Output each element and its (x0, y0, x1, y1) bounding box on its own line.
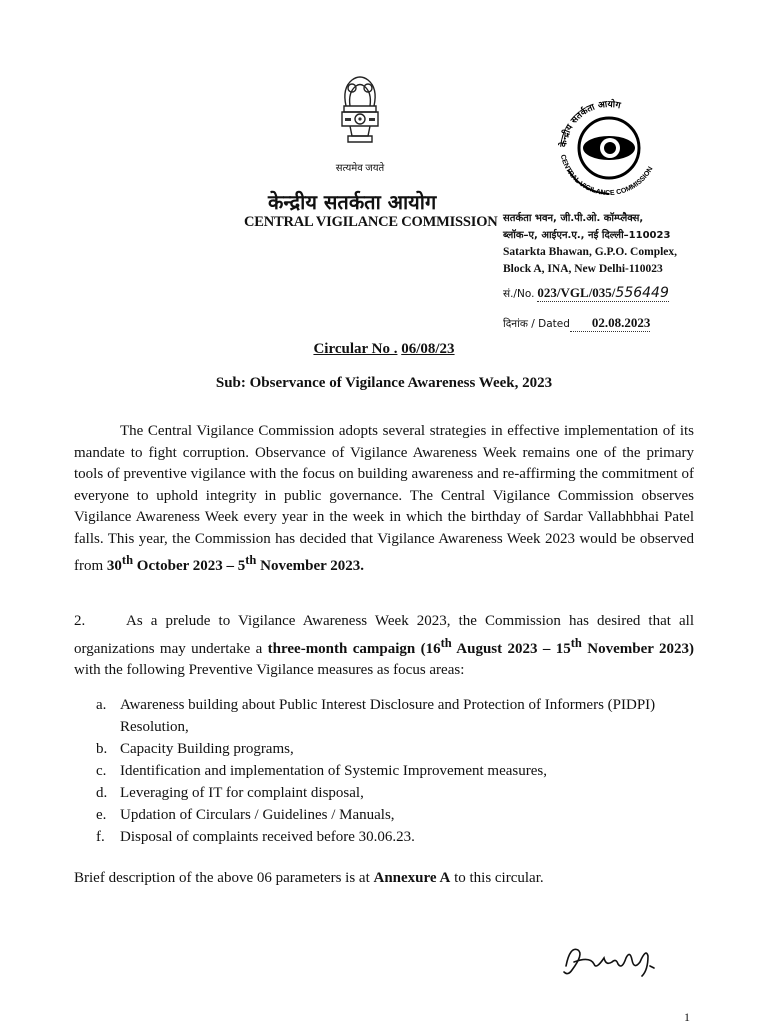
signature-mark (560, 936, 668, 982)
list-item: e. Updation of Circulars / Guidelines / Manuals, (96, 807, 395, 823)
list-item: d. Leveraging of IT for complaint disposal, (96, 785, 364, 801)
campaign-period: three-month campaign (16th August 2023 – 15th November 2023) (267, 635, 695, 657)
brief-description: Brief description of the above 06 parameters is at Annexure A to this circular. (74, 870, 544, 886)
list-item: b. Capacity Building programs, (96, 741, 294, 757)
reference-number-handwritten: 556449 (615, 285, 669, 301)
emblem-motto: सत्यमेव जयते (335, 163, 385, 174)
reference-number-label: सं./No. (503, 288, 535, 300)
reference-date-label: दिनांक / Dated (503, 318, 570, 330)
address-english-line-1: Satarkta Bhawan, G.P.O. Complex, (503, 246, 678, 258)
reference-date-row (503, 315, 650, 332)
annexure-reference: Annexure A (373, 870, 451, 886)
circular-number-value: 06/08/23 (401, 341, 455, 357)
address-hindi-line-1: सतर्कता भवन, जी.पी.ओ. कॉम्प्लैक्स, (503, 213, 644, 224)
paragraph-2: 2. As a prelude to Vigilance Awareness Week 2023, the Commission has desired that all organizations may undertake a three-month campaign (16th August 2023 – 15th November 2023) with the following Preventive Vigilance measures as focus areas: (74, 613, 695, 678)
address-block (503, 210, 733, 278)
org-title-english: CENTRAL VIGILANCE COMMISSION (244, 214, 498, 230)
page-number: 1 (684, 1010, 690, 1024)
focus-areas-list (96, 694, 706, 848)
paragraph-1: The Central Vigilance Commission adopts several strategies in effective implementation of its mandate to fight corruption. Observance of Vigilance Awareness Week remains one of the primary tools of preventive vigilance with the focus on building awareness and re-affirming the commitment of everyone to uphold integrity in public governance. The Central Vigilance Commission observes Vigilance Awareness Week every year in the week in which the birthday of Sardar Vallabhbhai Patel falls. This year, the Commission has decided that Vigilance Awareness Week 2023 would be observed from 30th October 2023 – 5th November 2023. (74, 423, 694, 574)
campaign-dates: 30th October 2023 – 5th November 2023. (106, 553, 365, 574)
list-item: c. Identification and implementation of Systemic Improvement measures, (96, 763, 547, 779)
reference-number-row (503, 285, 669, 302)
reference-date-value: 02.08.2023 (591, 315, 651, 330)
address-english-line-2: Block A, INA, New Delhi-110023 (503, 263, 663, 275)
paragraph-2-number: 2. (74, 613, 86, 629)
list-item: a. Awareness building about Public Interest Disclosure and Protection of Informers (PIDPI) Resolution, (96, 697, 656, 735)
org-title-hindi: केन्द्रीय सतर्कता आयोग (268, 190, 437, 214)
circular-number: Circular No . 06/08/23 (313, 341, 455, 357)
svg-text:CENTRAL VIGILANCE COMMISSION: CENTRAL VIGILANCE COMMISSION (558, 153, 655, 198)
reference-number-value: 023/VGL/035/ (537, 285, 616, 300)
national-emblem-icon (330, 66, 390, 158)
circular-subject: Sub: Observance of Vigilance Awareness Week, 2023 (215, 375, 553, 391)
address-hindi-line-2: ब्लॉक–ए, आईएन.ए., नई दिल्ली–110023 (503, 230, 671, 241)
svg-text:केन्द्रीय सतर्कता आयोग: केन्द्रीय सतर्कता आयोग (559, 99, 622, 148)
cvc-seal-logo (548, 92, 670, 202)
list-item: f. Disposal of complaints received before 30.06.23. (96, 829, 415, 845)
